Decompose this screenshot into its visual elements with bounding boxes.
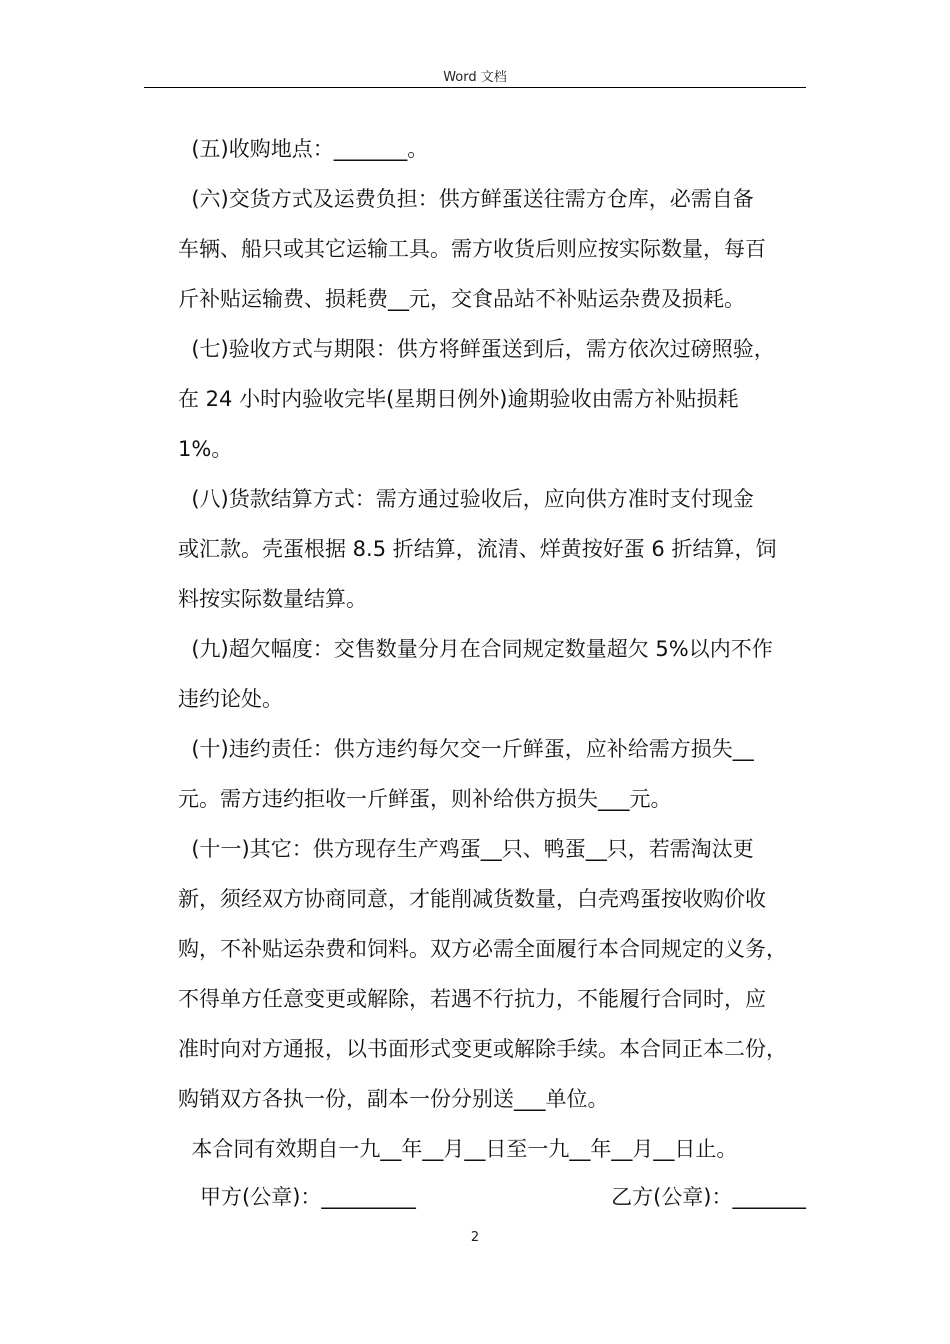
text-line: 本合同有效期自一九__年__月__日至一九__年__月__日止。 [178,1137,738,1161]
text-line: (七)验收方式与期限：供方将鲜蛋送到后，需方依次过磅照验， [178,337,775,361]
text-line: (九)超欠幅度：交售数量分月在合同规定数量超欠 5%以内不作 [178,637,773,661]
text-line: (十一)其它：供方现存生产鸡蛋__只、鸭蛋__只，若需淘汰更 [178,837,754,861]
header-rule [144,87,806,88]
text-line: 料按实际数量结算。 [178,587,367,611]
party-b-signature: 乙方(公章)：_______ [611,1185,806,1209]
text-line: 新，须经双方协商同意，才能削减货数量，白壳鸡蛋按收购价收 [178,887,766,911]
text-line: 违约论处。 [178,687,283,711]
text-line: 或汇款。壳蛋根据 8.5 折结算，流清、烊黄按好蛋 6 折结算，饲 [178,537,777,561]
text-line: (八)货款结算方式：需方通过验收后，应向供方准时支付现金 [178,487,754,511]
text-line: 购，不补贴运杂费和饲料。双方必需全面履行本合同规定的义务， [178,937,787,961]
text-line: (五)收购地点：_______。 [178,137,429,161]
text-line: (六)交货方式及运费负担：供方鲜蛋送往需方仓库，必需自备 [178,187,754,211]
page-number: 2 [470,1230,480,1245]
text-line: 在 24 小时内验收完毕(星期日例外)逾期验收由需方补贴损耗 [178,387,739,411]
text-line: 斤补贴运输费、损耗费__元，交食品站不补贴运杂费及损耗。 [178,287,745,311]
page-header: Word 文档 [443,70,507,85]
text-line: (十)违约责任：供方违约每欠交一斤鲜蛋，应补给需方损失__ [178,737,754,761]
text-line: 购销双方各执一份，副本一份分别送___单位。 [178,1087,609,1111]
text-line: 不得单方任意变更或解除，若遇不行抗力，不能履行合同时，应 [178,987,766,1011]
party-a-signature: 甲方(公章)：_________ [200,1185,416,1209]
text-line: 准时向对方通报，以书面形式变更或解除手续。本合同正本二份， [178,1037,787,1061]
text-line: 元。需方违约拒收一斤鲜蛋，则补给供方损失___元。 [178,787,672,811]
text-line: 车辆、船只或其它运输工具。需方收货后则应按实际数量，每百 [178,237,766,261]
document-body [178,124,818,1174]
text-line: 1%。 [178,437,233,461]
